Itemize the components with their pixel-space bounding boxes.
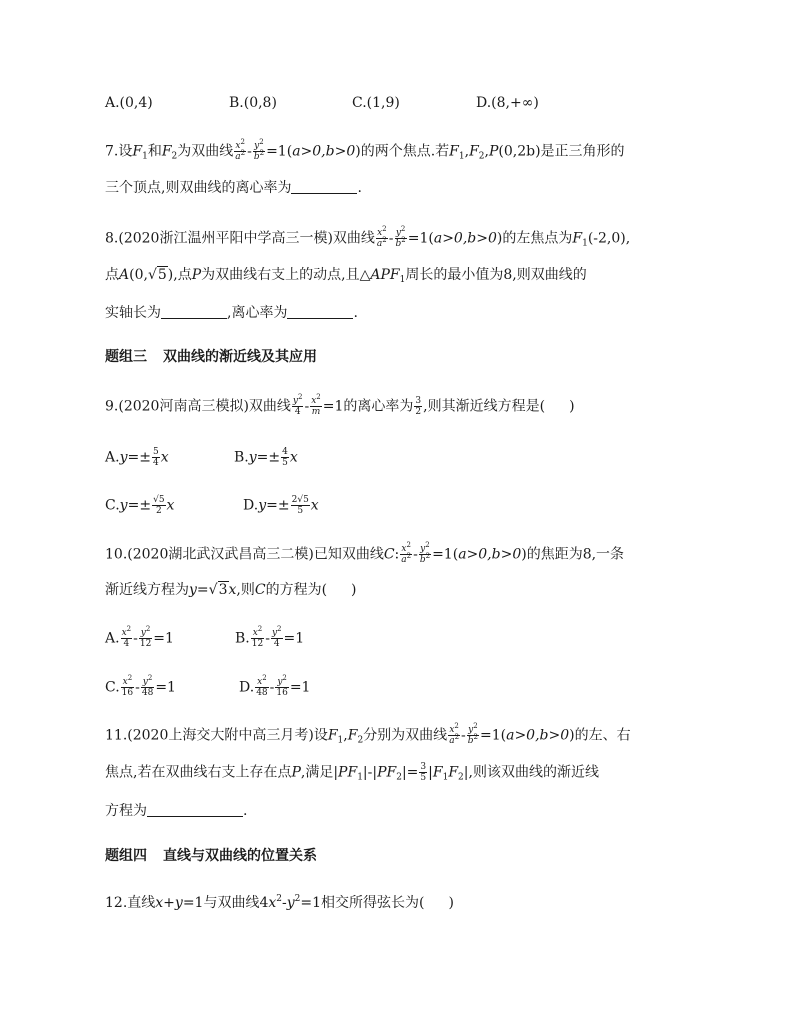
q8-number: 8.: [105, 230, 119, 247]
q8-line-2: 点A(0,√5),点P为双曲线右支上的动点,且$\triangle APF_1$周长的最小值为8,则双曲线的: [105, 267, 587, 285]
q12-line-1: 12.直线x+y=1与双曲线$4x^2-y^2=1$相交所得弦长为( ): [105, 894, 454, 911]
q9-frac-y: $\frac{y^2}{4}$: [292, 393, 303, 417]
q9-option-a: A.y=± $\frac{5}{4}$ x: [105, 447, 169, 468]
q8-frac-y: $\frac{y^2}{b^2}$: [395, 225, 406, 249]
q11-answer-blank[interactable]: [147, 802, 243, 817]
q10-frac-x: $\frac{x^2}{a^2}$: [401, 541, 412, 565]
section-heading-3: 题组三 双曲线的渐近线及其应用: [105, 349, 317, 365]
q11-line-1: 11.(2020上海交大附中高三月考)设$F_1,F_2$分别为双曲线 $\frac{x^2}{a^2}$ - $\frac{y^2}{b^2}$ =1(a>0,b>0)的左、右: [105, 722, 631, 746]
q8-source: (2020浙江温州平阳中学高三一模): [118, 230, 333, 247]
q9-line-1: 9.(2020河南高三模拟)双曲线 $\frac{y^2}{4}$ - $\frac{x^2}{m}$ =1的离心率为 $\frac{3}{2}$ ,则其渐近线方程是( ): [105, 393, 575, 417]
q9-frac-x: $\frac{x^2}{m}$: [311, 393, 321, 417]
q7-line-2: 三个顶点,则双曲线的离心率为 .: [105, 180, 362, 196]
q10-option-b: B. $\frac{x^2}{12}$ - $\frac{y^2}{4}$ =1: [235, 625, 305, 649]
q10-frac-y: $\frac{y^2}{b^2}$: [419, 541, 431, 565]
q6-option-d: D.(8,+∞): [476, 95, 539, 111]
q11-line-2: 焦点,若在双曲线右支上存在点P,满足$|PF_1|-|PF_2|=$ $\frac{3}{5}$ $|F_1F_2|$,则该双曲线的渐近线: [105, 762, 599, 783]
q6-option-b: B.(0,8): [229, 95, 277, 111]
q7-number: 7.: [105, 143, 119, 160]
q10-option-c: C. $\frac{x^2}{16}$ - $\frac{y^2}{48}$ =1: [105, 674, 176, 698]
q11-source: (2020上海交大附中高三月考): [127, 727, 314, 744]
q7-frac-x: $\frac{x^2}{a^2}$: [235, 138, 246, 162]
q9-source: (2020河南高三模拟): [118, 398, 249, 415]
q10-source: (2020湖北武汉武昌高三二模): [127, 546, 314, 563]
q8-answer-blank-2[interactable]: [287, 304, 353, 319]
q7-answer-blank[interactable]: [291, 179, 357, 194]
q7-line-1: 7.设$F_1$和$F_2$为双曲线 $\frac{x^2}{a^2}$ - $\frac{y^2}{b^2}$ =1(a>0,b>0)的两个焦点.若$F_1,F_2,P(0,2b)$是正三角形的: [105, 138, 625, 162]
q10-line-2: 渐近线方程为y=√3x,则C的方程为( ): [105, 582, 357, 598]
q6-option-c: C.(1,9): [352, 95, 400, 111]
q10-line-1: 10.(2020湖北武汉武昌高三二模)已知双曲线C: $\frac{x^2}{a^2}$ - $\frac{y^2}{b^2}$ =1(a>0,b>0)的焦距为8,一条: [105, 541, 625, 565]
q6-option-a: A.(0,4): [105, 95, 153, 111]
q11-line-3: 方程为 .: [105, 803, 248, 819]
sqrt-symbol: √5: [147, 267, 167, 283]
section-heading-4: 题组四 直线与双曲线的位置关系: [105, 848, 317, 864]
q8-answer-blank-1[interactable]: [161, 304, 227, 319]
q8-frac-x: $\frac{x^2}{a^2}$: [376, 225, 387, 249]
q10-option-a: A. $\frac{x^2}{4}$ - $\frac{y^2}{12}$ =1: [105, 625, 174, 649]
q8-line-3: 实轴长为 ,离心率为 .: [105, 305, 358, 321]
q9-frac-e: $\frac{3}{2}$: [415, 396, 422, 417]
q9-option-c: C.y=± $\frac{√5}{2}$ x: [105, 495, 175, 516]
q10-option-d: D. $\frac{x^2}{48}$ - $\frac{y^2}{16}$ =1: [239, 674, 311, 698]
q9-option-d: D.y=± $\frac{2√5}{5}$ x: [243, 495, 319, 516]
q8-line-1: 8.(2020浙江温州平阳中学高三一模)双曲线 $\frac{x^2}{a^2}$ - $\frac{y^2}{b^2}$ =1(a>0,b>0)的左焦点为$F_1(-2,0)$,: [105, 225, 631, 249]
q9-option-b: B.y=± $\frac{4}{5}$ x: [234, 447, 298, 468]
q7-frac-y: $\frac{y^2}{b^2}$: [253, 138, 265, 162]
